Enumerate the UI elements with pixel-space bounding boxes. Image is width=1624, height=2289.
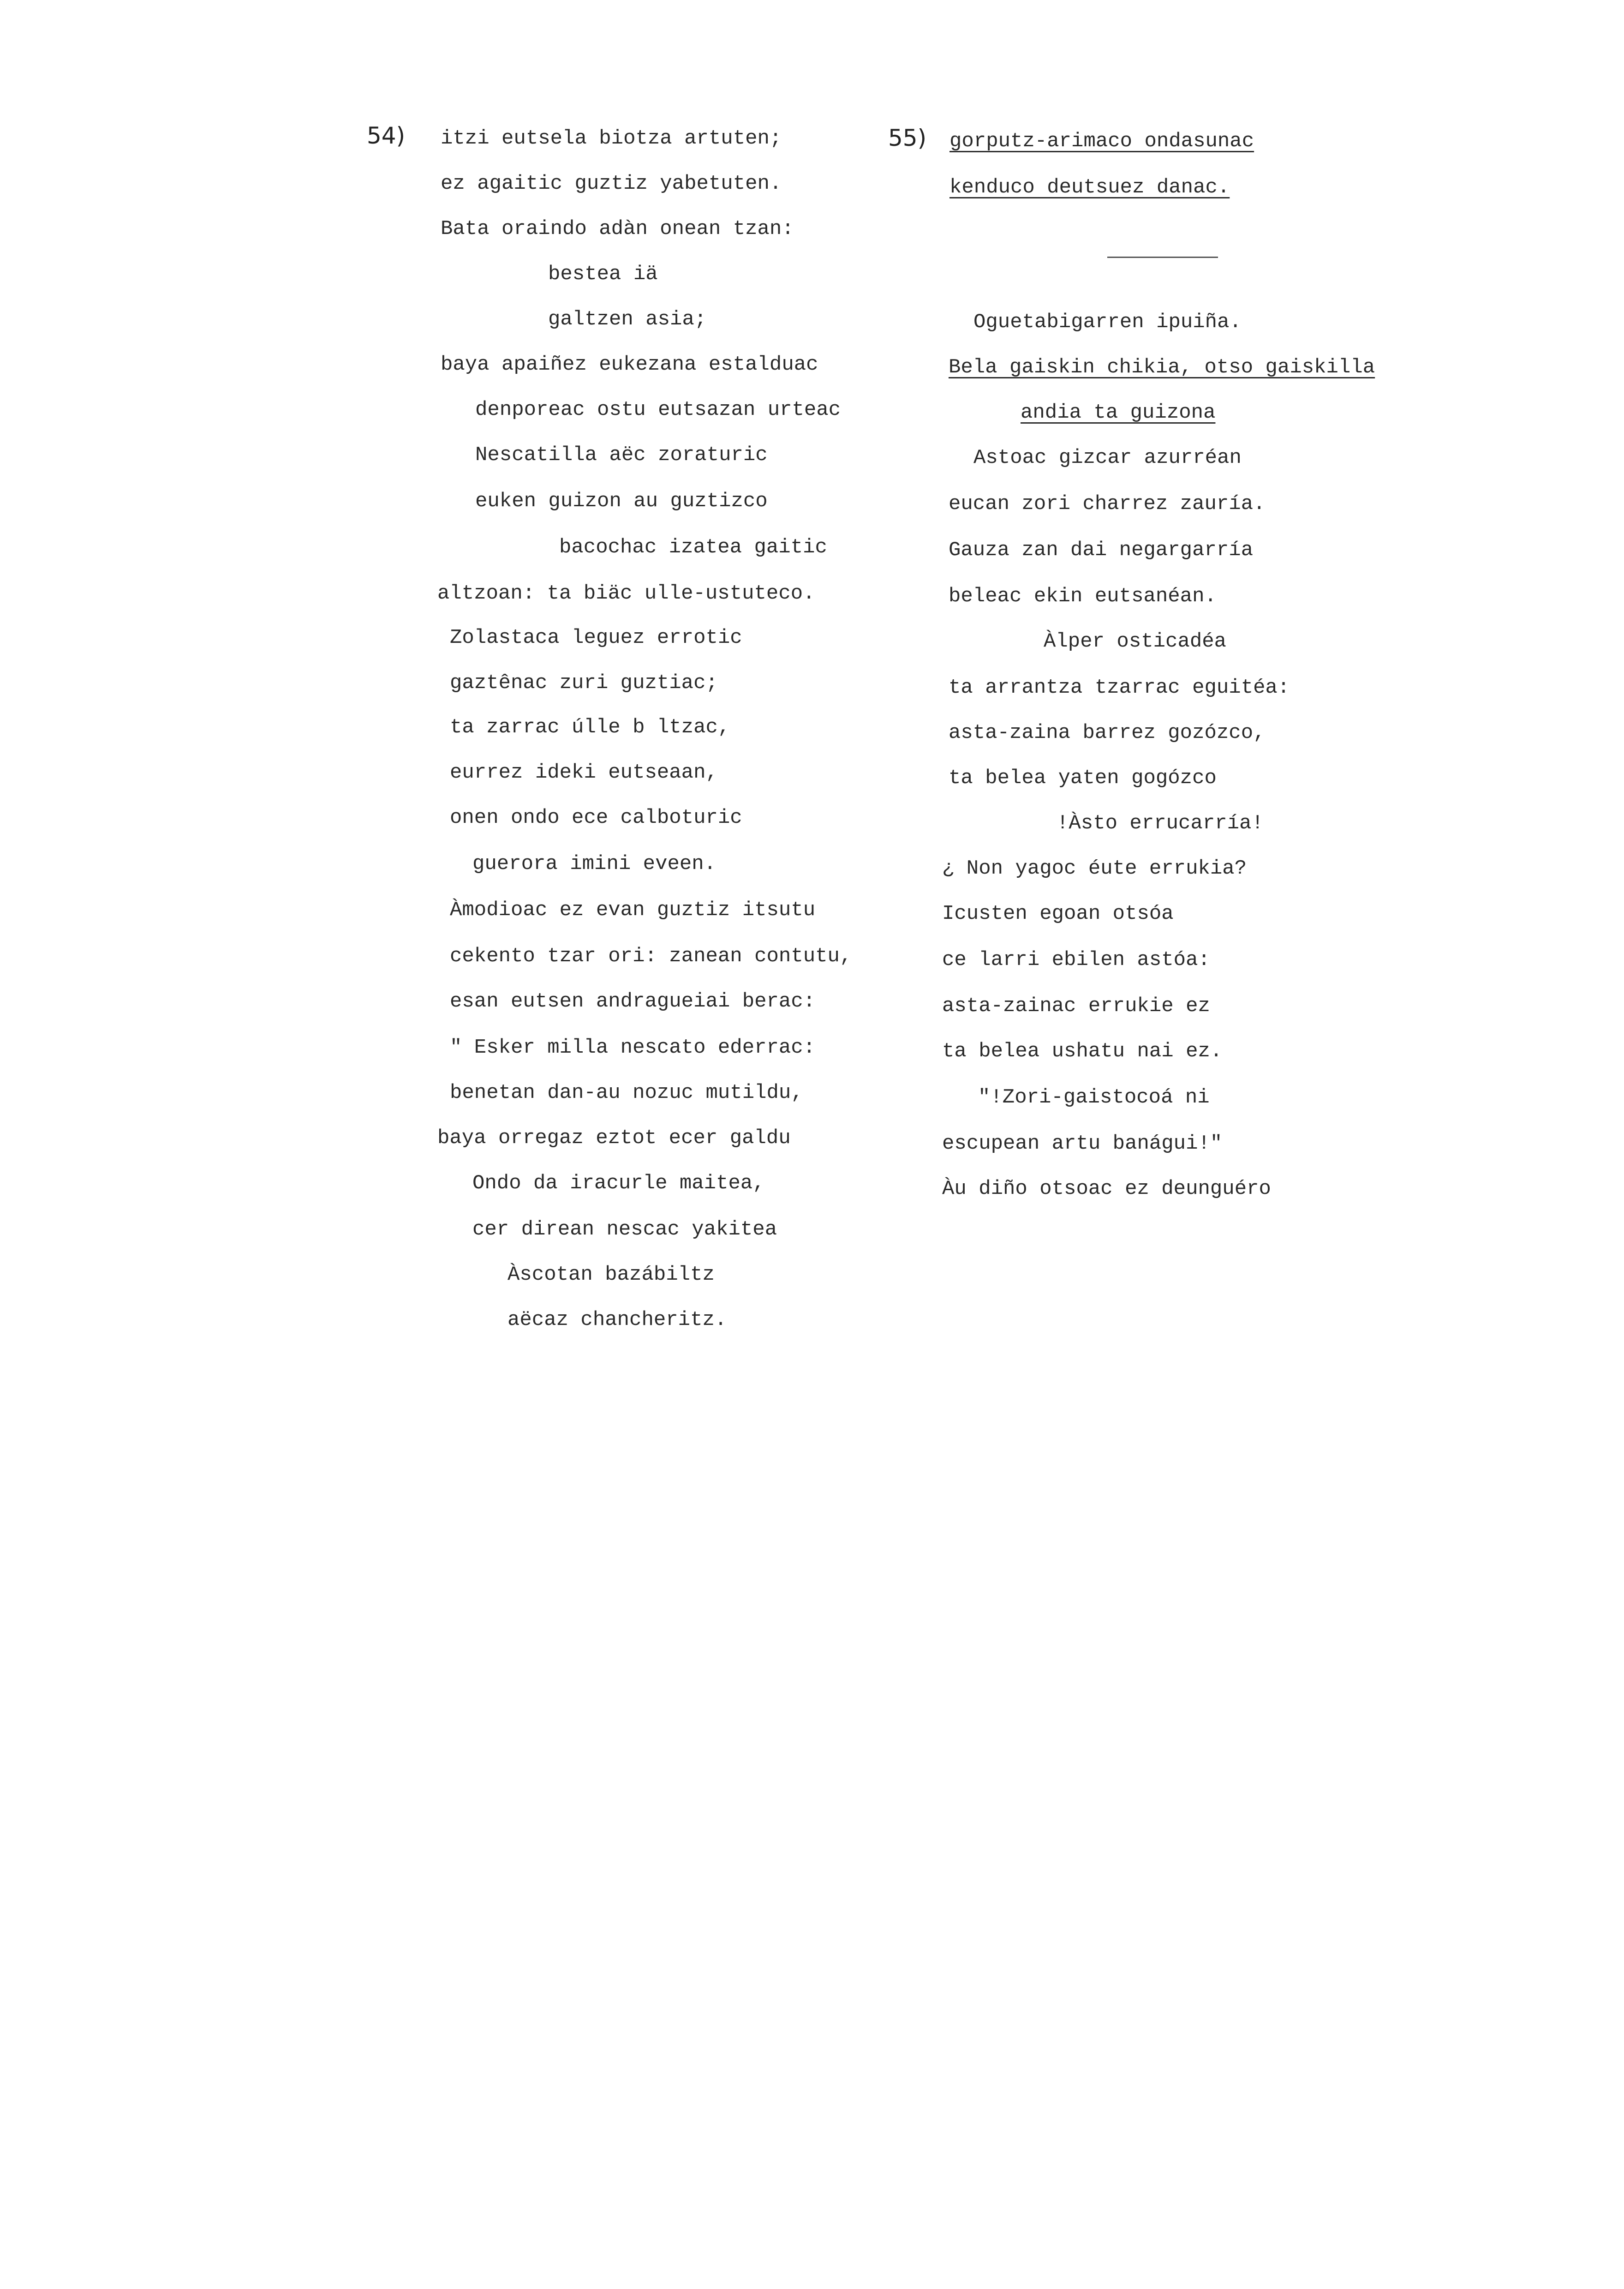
right-line-21: escupean artu banágui!" <box>942 1132 1223 1155</box>
right-line-1: gorputz-arimaco ondasunac <box>949 130 1254 153</box>
left-line-23: baya orregaz eztot ecer galdu <box>437 1127 791 1150</box>
right-line-16: Icusten egoan otsóa <box>942 902 1174 925</box>
right-line-19: ta belea ushatu nai ez. <box>942 1040 1223 1063</box>
left-line-16: onen ondo ece calboturic <box>450 806 742 829</box>
right-line-14: !Àsto errucarría! <box>1057 812 1264 835</box>
right-line-20: "!Zori-gaistocoá ni <box>978 1086 1210 1109</box>
left-line-15: eurrez ideki eutseaan, <box>450 761 718 784</box>
left-line-24: Ondo da iracurle maitea, <box>472 1172 765 1195</box>
left-line-25: cer direan nescac yakitea <box>472 1218 777 1241</box>
left-line-26: Àscotan bazábiltz <box>508 1263 715 1286</box>
left-line-7: denporeac ostu eutsazan urteac <box>475 398 841 421</box>
right-line-10: Àlper osticadéa <box>1044 630 1227 653</box>
left-line-22: benetan dan-au nozuc mutildu, <box>450 1081 803 1104</box>
left-line-6: baya apaiñez eukezana estalduac <box>441 353 818 376</box>
right-line-7: eucan zori charrez zauría. <box>949 492 1266 515</box>
right-line-5: andia ta guizona <box>1021 401 1216 424</box>
section-divider <box>1107 257 1218 258</box>
left-line-21: " Esker milla nescato ederrac: <box>450 1036 816 1059</box>
left-line-20: esan eutsen andragueiai berac: <box>450 990 816 1013</box>
right-line-6: Astoac gizcar azurréan <box>973 446 1242 469</box>
right-line-22: Àu diño otsoac ez deunguéro <box>942 1177 1271 1200</box>
left-line-2: ez agaitic guztiz yabetuten. <box>441 172 782 195</box>
left-line-19: cekento tzar ori: zanean contutu, <box>450 945 852 968</box>
left-line-18: Àmodioac ez evan guztiz itsutu <box>450 899 816 922</box>
right-line-15: ¿ Non yagoc éute errukia? <box>942 857 1247 880</box>
left-line-27: aëcaz chancheritz. <box>508 1308 727 1331</box>
left-line-12: Zolastaca leguez errotic <box>450 626 742 649</box>
left-line-1: itzi eutsela biotza artuten; <box>441 127 782 150</box>
page-number-55: 55) <box>888 125 927 151</box>
left-line-11: altzoan: ta biäc ulle-ustuteco. <box>437 582 815 605</box>
right-line-3: Oguetabigarren ipuiña. <box>973 311 1242 334</box>
left-line-9: euken guizon au guztizco <box>475 490 768 513</box>
left-line-8: Nescatilla aëc zoraturic <box>475 443 768 467</box>
right-line-8: Gauza zan dai negargarría <box>949 539 1254 562</box>
right-line-17: ce larri ebilen astóa: <box>942 948 1210 971</box>
page-number-54: 54) <box>367 122 406 149</box>
left-line-5: galtzen asia; <box>548 308 707 331</box>
right-line-12: asta-zaina barrez gozózco, <box>949 721 1266 744</box>
left-line-13: gaztênac zuri guztiac; <box>450 671 718 695</box>
right-line-2: kenduco deutsuez danac. <box>949 176 1230 199</box>
left-line-14: ta zarrac úlle b ltzac, <box>450 716 730 739</box>
left-line-17: guerora imini eveen. <box>472 852 716 875</box>
left-line-4: bestea iä <box>548 263 658 286</box>
right-line-4: Bela gaiskin chikia, otso gaiskilla <box>949 356 1375 379</box>
right-line-11: ta arrantza tzarrac eguitéa: <box>949 676 1290 699</box>
left-line-10: bacochac izatea gaitic <box>559 536 827 559</box>
right-line-13: ta belea yaten gogózco <box>949 767 1217 790</box>
right-line-9: beleac ekin eutsanéan. <box>949 585 1217 608</box>
right-line-18: asta-zainac errukie ez <box>942 995 1210 1018</box>
left-line-3: Bata oraindo adàn onean tzan: <box>441 217 794 240</box>
